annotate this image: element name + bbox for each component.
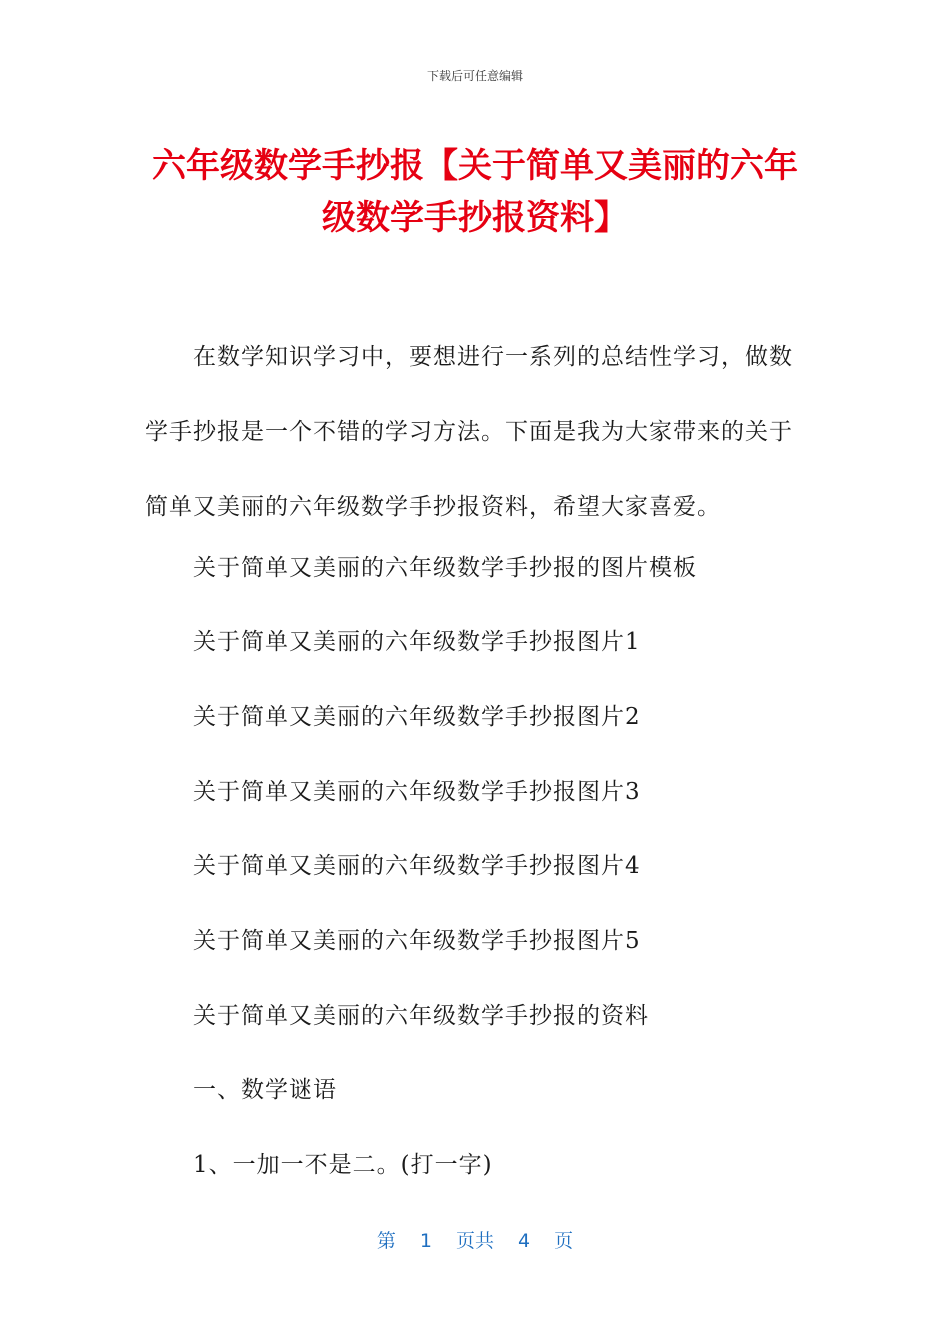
paragraph-line: 关于简单又美丽的六年级数学手抄报图片2 xyxy=(193,704,641,730)
paragraph-line: 关于简单又美丽的六年级数学手抄报的资料 xyxy=(193,1003,649,1029)
document-title: 六年级数学手抄报【关于简单又美丽的六年级数学手抄报资料】 xyxy=(152,146,798,238)
footer-prefix: 第 xyxy=(376,1230,396,1252)
paragraph-line: 1、一加一不是二。(打一字) xyxy=(193,1152,493,1178)
section-heading: 一、数学谜语 xyxy=(193,1077,337,1103)
footer-total-pages: 4 xyxy=(518,1230,531,1252)
page-footer xyxy=(0,1226,950,1253)
footer-suffix: 页 xyxy=(554,1230,574,1252)
paragraph-line: 关于简单又美丽的六年级数学手抄报图片5 xyxy=(193,928,641,954)
paragraph-line: 关于简单又美丽的六年级数学手抄报图片1 xyxy=(193,629,641,655)
paragraph-line: 关于简单又美丽的六年级数学手抄报图片3 xyxy=(193,779,641,805)
intro-paragraph: 在数学知识学习中，要想进行一系列的总结性学习，做数学手抄报是一个不错的学习方法。下面是我为大家带来的关于简单又美丽的六年级数学手抄报资料，希望大家喜爱。 xyxy=(145,344,793,520)
header-note: 下载后可任意编辑 xyxy=(426,69,523,83)
paragraph-line: 关于简单又美丽的六年级数学手抄报的图片模板 xyxy=(193,555,697,581)
footer-middle: 页共 xyxy=(455,1230,494,1252)
footer-current-page: 1 xyxy=(419,1230,432,1252)
paragraph-line: 关于简单又美丽的六年级数学手抄报图片4 xyxy=(193,853,641,879)
